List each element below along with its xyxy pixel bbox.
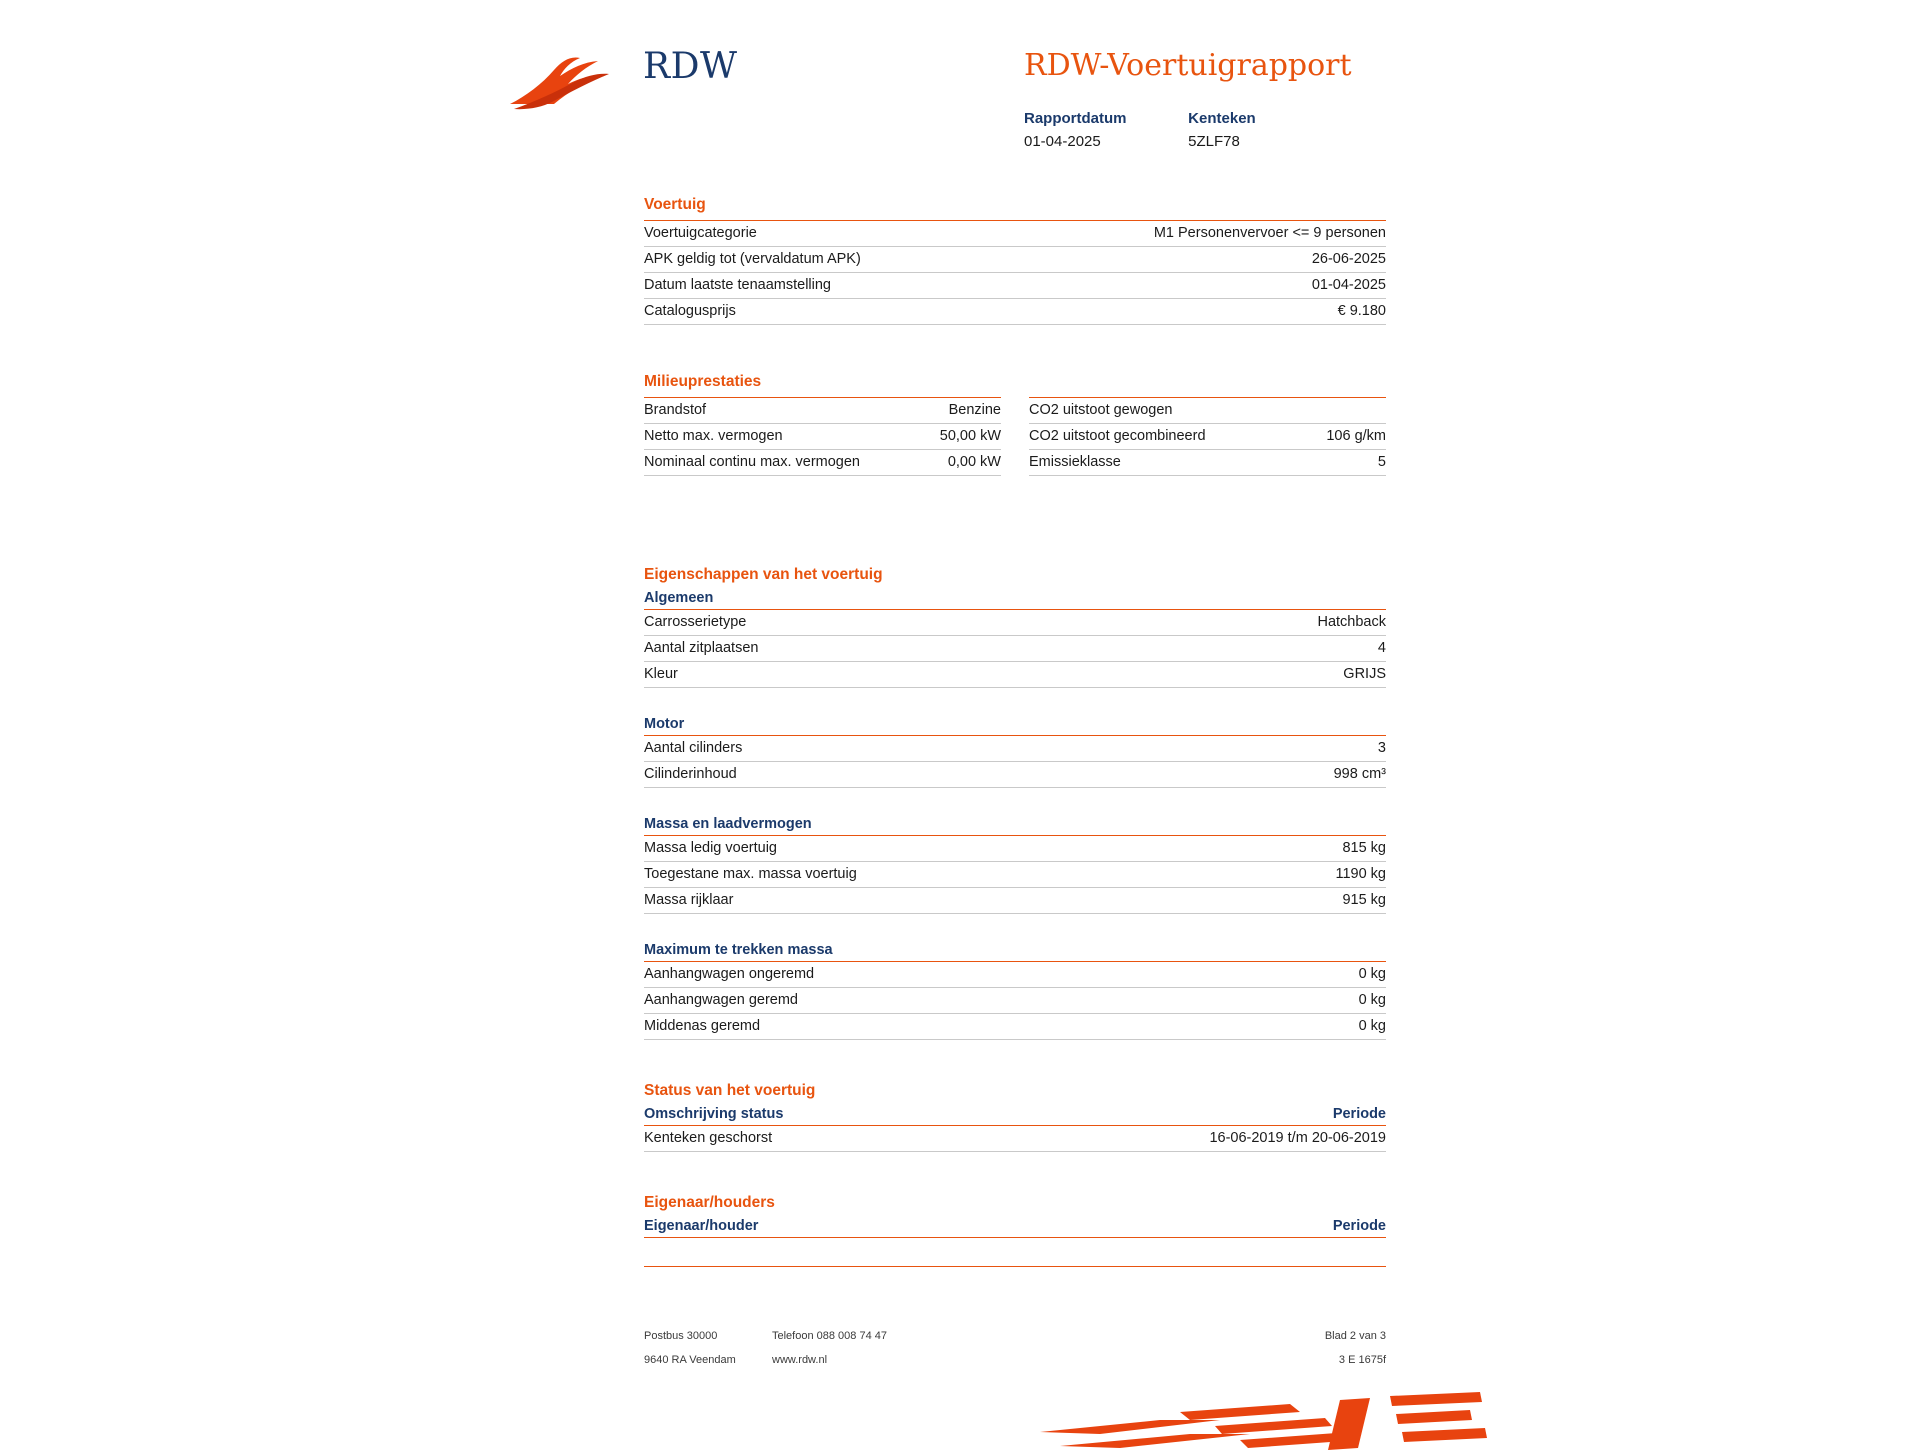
footer-contact-line1: Telefoon 088 008 74 47	[772, 1330, 887, 1342]
row-label: Nominaal continu max. vermogen	[644, 454, 860, 470]
section-properties	[644, 566, 1386, 1040]
row-label: Emissieklasse	[1029, 454, 1121, 470]
footer-page-line2: 3 E 1675f	[1338, 1354, 1386, 1366]
licence-label: Kenteken	[1188, 110, 1256, 127]
rdw-bottom-stripes-icon	[1040, 1390, 1500, 1450]
row-value: Benzine	[948, 402, 1001, 418]
table-row	[644, 888, 1386, 914]
table-row	[644, 736, 1386, 762]
row-label: Massa ledig voertuig	[644, 840, 777, 856]
table-row	[1029, 397, 1386, 424]
subsection-title-engine: Motor	[644, 716, 1386, 736]
row-label: Cilinderinhoud	[644, 766, 737, 782]
table-row	[644, 988, 1386, 1014]
row-value: 1190 kg	[1335, 866, 1386, 882]
report-meta	[1024, 110, 1256, 150]
footer-row-1	[644, 1330, 1386, 1342]
environment-grid	[644, 397, 1386, 476]
table-row	[644, 610, 1386, 636]
row-value: 915 kg	[1342, 892, 1386, 908]
section-status	[644, 1082, 1386, 1152]
row-label: Massa rijklaar	[644, 892, 734, 908]
row-label: Middenas geremd	[644, 1018, 761, 1034]
table-row	[644, 299, 1386, 325]
row-label: CO2 uitstoot gewogen	[1029, 402, 1173, 418]
footer-page-line1: Blad 2 van 3	[1324, 1330, 1386, 1342]
row-value: 815 kg	[1342, 840, 1386, 856]
section-vehicle	[644, 196, 1386, 325]
column-header-period: Periode	[1332, 1218, 1386, 1234]
rdw-swoosh-logo-icon	[508, 52, 613, 114]
row-label: CO2 uitstoot gecombineerd	[1029, 428, 1206, 444]
environment-right-column	[1001, 397, 1386, 476]
report-date-label: Rapportdatum	[1024, 110, 1127, 127]
row-value: 0 kg	[1358, 966, 1386, 982]
environment-left-column	[644, 397, 1001, 476]
report-date-block	[1024, 110, 1184, 150]
row-label: Kleur	[644, 666, 678, 682]
footer-row-2	[644, 1354, 1386, 1366]
footer-address-line1: Postbus 30000	[644, 1330, 718, 1342]
table-row	[644, 862, 1386, 888]
status-table-header	[644, 1106, 1386, 1126]
table-row	[644, 424, 1001, 450]
row-value: GRIJS	[1343, 666, 1386, 682]
row-label: Netto max. vermogen	[644, 428, 783, 444]
table-row	[644, 662, 1386, 688]
footer-website-link[interactable]: www.rdw.nl	[772, 1354, 828, 1366]
table-row	[1029, 450, 1386, 476]
row-value: 16-06-2019 t/m 20-06-2019	[1209, 1130, 1386, 1146]
row-label: Aantal cilinders	[644, 740, 743, 756]
report-footer	[644, 1330, 1386, 1378]
table-row	[644, 762, 1386, 788]
table-row	[644, 397, 1001, 424]
section-title-status: Status van het voertuig	[644, 1082, 816, 1099]
licence-block	[1188, 110, 1256, 150]
table-row	[644, 273, 1386, 299]
row-label: Voertuigcategorie	[644, 225, 757, 241]
column-header-owner: Eigenaar/houder	[644, 1218, 759, 1234]
section-title-owners: Eigenaar/houders	[644, 1194, 775, 1211]
section-title-properties: Eigenschappen van het voertuig	[644, 566, 883, 583]
table-row	[644, 836, 1386, 862]
table-row	[644, 636, 1386, 662]
report-body	[644, 196, 1386, 1267]
row-label: Brandstof	[644, 402, 707, 418]
row-label: Aantal zitplaatsen	[644, 640, 759, 656]
row-label: Aanhangwagen ongeremd	[644, 966, 815, 982]
rdw-wordmark: RDW	[643, 46, 738, 87]
row-label: Catalogusprijs	[644, 303, 736, 319]
row-value: 0 kg	[1358, 992, 1386, 1008]
row-value: 01-04-2025	[1311, 277, 1386, 293]
owners-empty-body	[644, 1238, 1386, 1267]
row-value: 106 g/km	[1326, 428, 1386, 444]
subsection-title-towing: Maximum te trekken massa	[644, 942, 1386, 962]
row-value: 3	[1377, 740, 1386, 756]
row-value: M1 Personenvervoer <= 9 personen	[1153, 225, 1386, 241]
page-title: RDW-Voertuigrapport	[1024, 48, 1352, 83]
subsection-title-general: Algemeen	[644, 590, 1386, 610]
table-row	[644, 962, 1386, 988]
section-owners	[644, 1194, 1386, 1267]
column-header-description: Omschrijving status	[644, 1106, 784, 1122]
row-label: Toegestane max. massa voertuig	[644, 866, 857, 882]
row-value: 5	[1377, 454, 1386, 470]
section-title-vehicle: Voertuig	[644, 196, 706, 213]
row-label: Aanhangwagen geremd	[644, 992, 798, 1008]
row-value: 0 kg	[1358, 1018, 1386, 1034]
table-row	[644, 247, 1386, 273]
row-label: Datum laatste tenaamstelling	[644, 277, 831, 293]
section-title-environment: Milieuprestaties	[644, 373, 762, 390]
owners-table-header	[644, 1218, 1386, 1238]
row-value: 998 cm³	[1333, 766, 1386, 782]
footer-address-line2: 9640 RA Veendam	[644, 1354, 736, 1366]
table-row	[644, 1014, 1386, 1040]
row-value: 4	[1377, 640, 1386, 656]
row-value: € 9.180	[1337, 303, 1386, 319]
column-header-period: Periode	[1332, 1106, 1386, 1122]
table-row	[644, 220, 1386, 247]
subsection-title-mass: Massa en laadvermogen	[644, 816, 1386, 836]
table-row	[644, 450, 1001, 476]
row-value: Hatchback	[1317, 614, 1386, 630]
table-row	[644, 1126, 1386, 1152]
row-value: 50,00 kW	[939, 428, 1001, 444]
row-label: APK geldig tot (vervaldatum APK)	[644, 251, 861, 267]
table-row	[1029, 424, 1386, 450]
licence-value: 5ZLF78	[1188, 133, 1240, 150]
row-label: Kenteken geschorst	[644, 1130, 773, 1146]
report-date-value: 01-04-2025	[1024, 133, 1101, 150]
section-environment	[644, 373, 1386, 476]
row-value: 0,00 kW	[947, 454, 1001, 470]
row-label: Carrosserietype	[644, 614, 747, 630]
row-value: 26-06-2025	[1311, 251, 1386, 267]
report-header	[0, 0, 1920, 180]
